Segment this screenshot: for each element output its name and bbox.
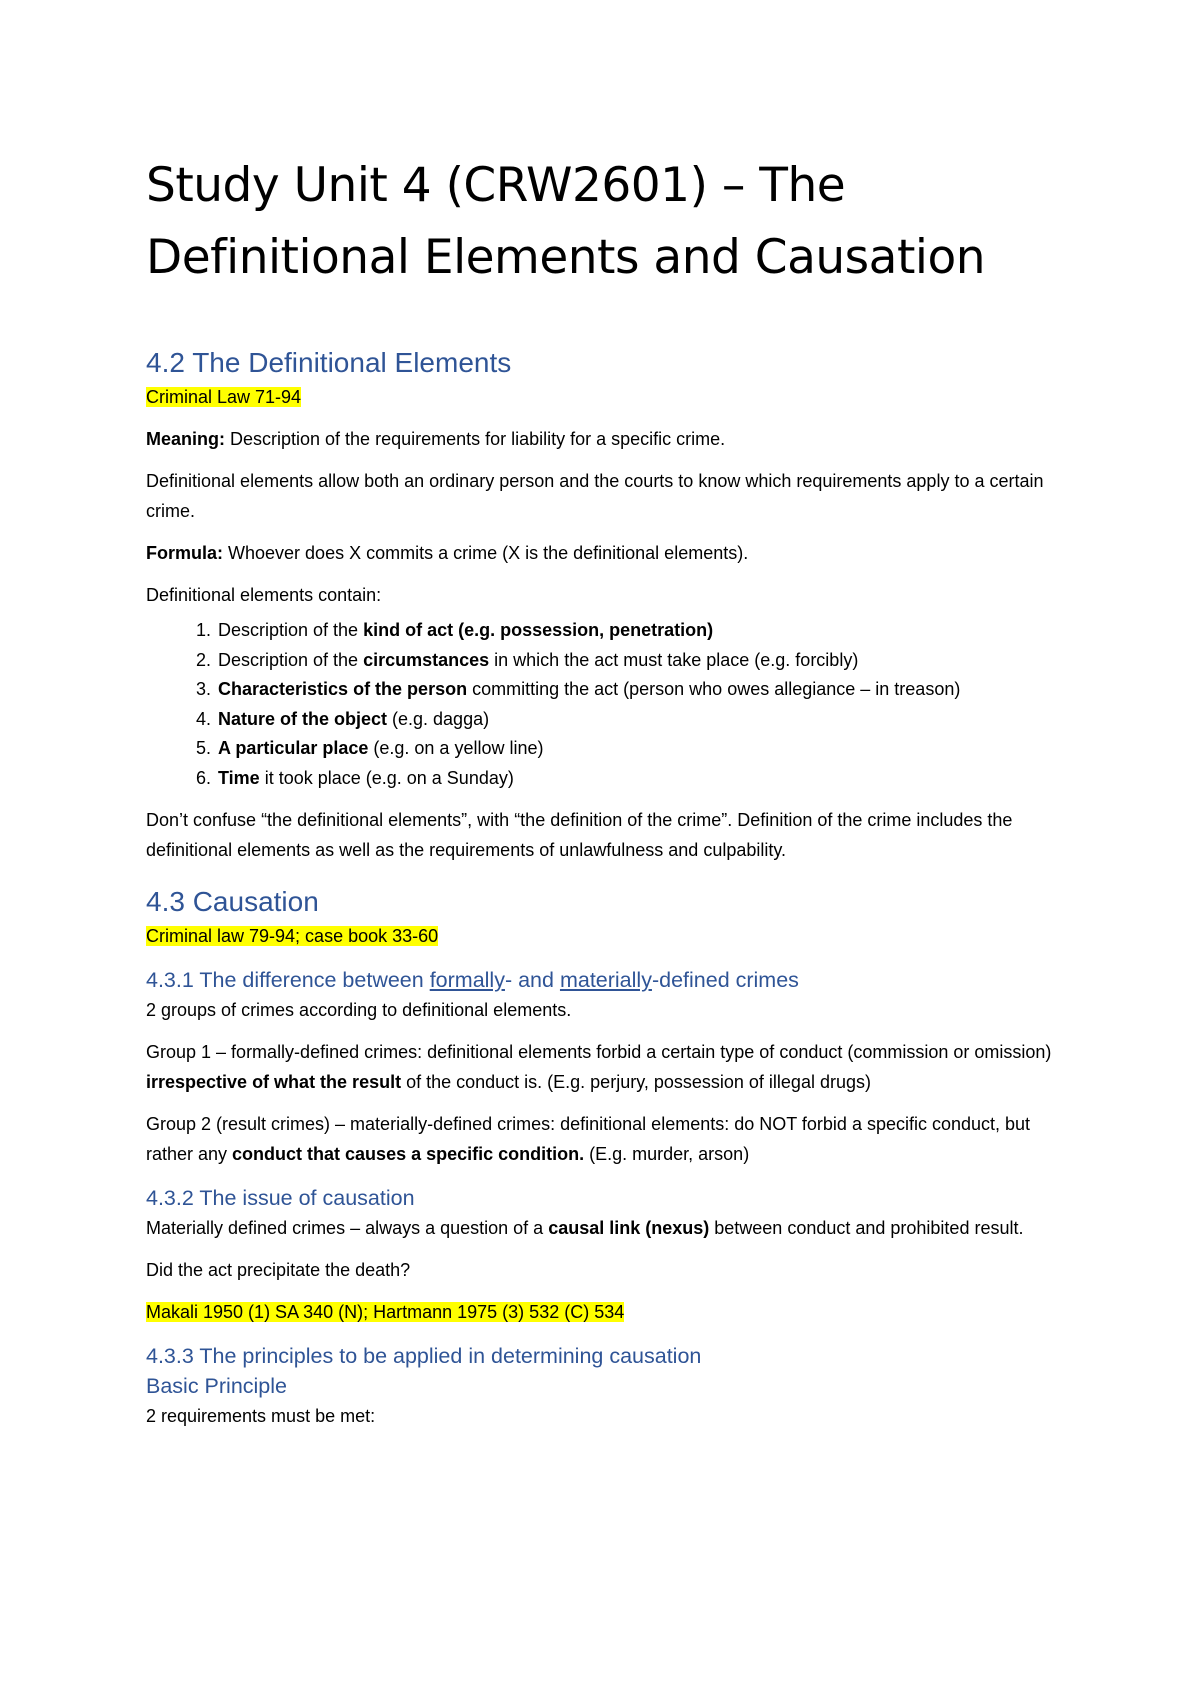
meaning-text: Description of the requirements for liability for a specific crime. bbox=[225, 429, 726, 449]
highlight-cases: Makali 1950 (1) SA 340 (N); Hartmann 1975 (3) 532 (C) 534 bbox=[146, 1302, 625, 1322]
cases-paragraph bbox=[146, 1297, 1076, 1327]
heading-4-3: 4.3 Causation bbox=[146, 886, 319, 917]
formula-label: Formula: bbox=[146, 543, 224, 563]
definitional-elements-paragraph: Definitional elements allow both an ordinary person and the courts to know which requirements apply to a certain crime. bbox=[146, 471, 1044, 521]
list-item: 6. Time it took place (e.g. on a Sunday) bbox=[216, 764, 1076, 794]
title-line-1: Study Unit 4 (CRW2601) – The bbox=[146, 158, 846, 213]
list-item: 1. Description of the kind of act (e.g. possession, penetration) bbox=[216, 616, 1076, 646]
closing-paragraph: Don’t confuse “the definitional elements”, with “the definition of the crime”. Definition of the crime includes the definitional elements as well as the requirements of unlawfulness and culpability. bbox=[146, 810, 1013, 860]
meaning-paragraph bbox=[146, 424, 1076, 454]
heading-4-3-2: 4.3.2 The issue of causation bbox=[146, 1186, 415, 1210]
list-item: 4. Nature of the object (e.g. dagga) bbox=[216, 705, 1076, 735]
list-item: 2. Description of the circumstances in which the act must take place (e.g. forcibly) bbox=[216, 646, 1076, 676]
document-content bbox=[146, 150, 1076, 1431]
heading-basic-principle: Basic Principle bbox=[146, 1374, 287, 1398]
highlight-reference-4-2: Criminal Law 71-94 bbox=[146, 387, 302, 407]
definitional-elements-list bbox=[146, 616, 1076, 793]
heading-4-2: 4.2 The Definitional Elements bbox=[146, 347, 512, 378]
document-title bbox=[146, 150, 1076, 294]
highlight-reference-4-3: Criminal law 79-94; case book 33-60 bbox=[146, 926, 439, 946]
list-item: 5. A particular place (e.g. on a yellow line) bbox=[216, 734, 1076, 764]
underlined-formally: formally bbox=[429, 968, 505, 992]
requirements-paragraph: 2 requirements must be met: bbox=[146, 1406, 376, 1426]
heading-4-3-3: 4.3.3 The principles to be applied in determining causation bbox=[146, 1344, 702, 1368]
contain-intro: Definitional elements contain: bbox=[146, 585, 382, 605]
causal-link-paragraph: Materially defined crimes – always a question of a causal link (nexus) between conduct and prohibited result. bbox=[146, 1218, 1024, 1238]
question-paragraph: Did the act precipitate the death? bbox=[146, 1260, 411, 1280]
formula-text: Whoever does X commits a crime (X is the definitional elements). bbox=[223, 543, 749, 563]
heading-4-3-1: 4.3.1 The difference between formally- and materially-defined crimes bbox=[146, 968, 799, 992]
reference-4-2 bbox=[146, 382, 1076, 412]
title-line-2: Definitional Elements and Causation bbox=[146, 230, 985, 285]
group-2-paragraph: Group 2 (result crimes) – materially-defined crimes: definitional elements: do NOT forbid a specific conduct, but rather any conduct that causes a specific condition. (E.g. murder, arson) bbox=[146, 1114, 1031, 1164]
list-item: 3. Characteristics of the person committing the act (person who owes allegiance – in treason) bbox=[216, 675, 1076, 705]
underlined-materially: materially bbox=[559, 968, 652, 992]
group-1-paragraph: Group 1 – formally-defined crimes: definitional elements forbid a certain type of conduct (commission or omission) irrespective of what the result of the conduct is. (E.g. perjury, possession of illegal drugs) bbox=[146, 1042, 1052, 1092]
formula-paragraph bbox=[146, 538, 1076, 568]
groups-intro: 2 groups of crimes according to definitional elements. bbox=[146, 1000, 572, 1020]
meaning-label: Meaning: bbox=[146, 429, 225, 449]
reference-4-3 bbox=[146, 921, 1076, 951]
